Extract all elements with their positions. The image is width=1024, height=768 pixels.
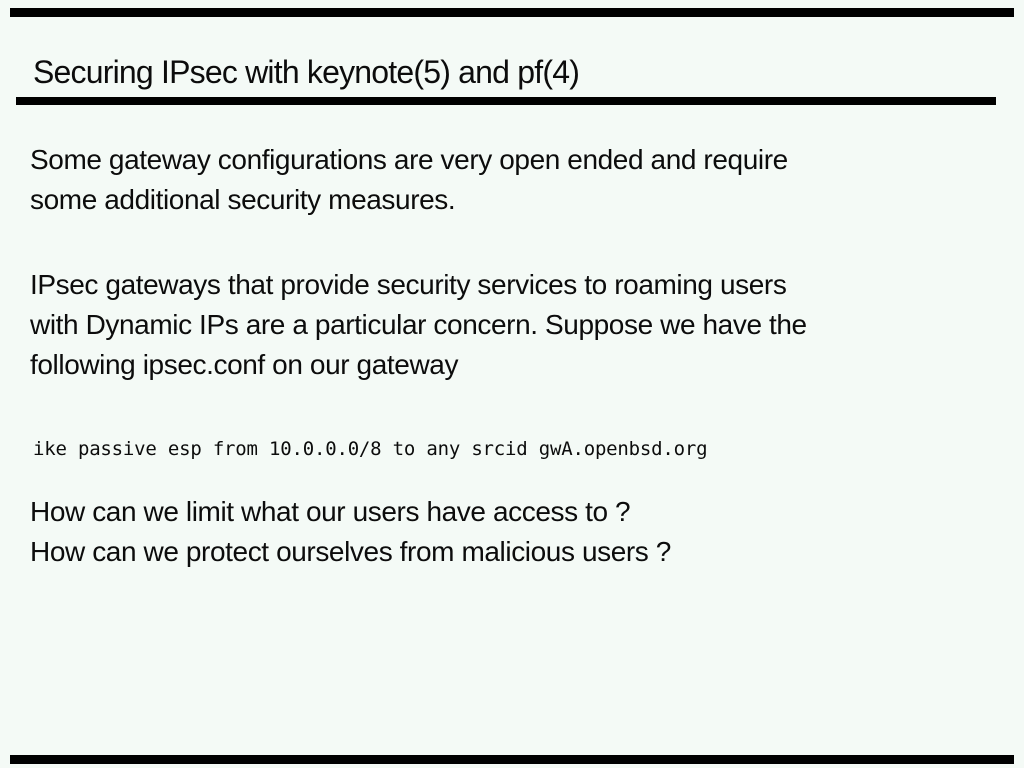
paragraph-ipsec-gateways [30, 265, 990, 385]
text-line: some additional security measures. [30, 184, 456, 215]
text-line: following ipsec.conf on our gateway [30, 349, 459, 380]
paragraph-gateway-configurations [30, 140, 990, 220]
text-line: IPsec gateways that provide security services to roaming users [30, 269, 787, 300]
top-border-bar [10, 8, 1014, 17]
paragraph-questions [30, 492, 990, 572]
question-line-protect-malicious: How can we protect ourselves from malicious users ? [30, 536, 671, 567]
bottom-border-bar [10, 755, 1014, 764]
ipsec-conf-code-line: ike passive esp from 10.0.0.0/8 to any srcid gwA.openbsd.org [33, 438, 708, 460]
question-line-limit-access: How can we limit what our users have access to ? [30, 496, 631, 527]
slide-title: Securing IPsec with keynote(5) and pf(4) [33, 54, 580, 90]
title-underline-rule [16, 97, 996, 105]
text-line: Some gateway configurations are very open ended and require [30, 144, 788, 175]
text-line: with Dynamic IPs are a particular concern. Suppose we have the [30, 309, 807, 340]
